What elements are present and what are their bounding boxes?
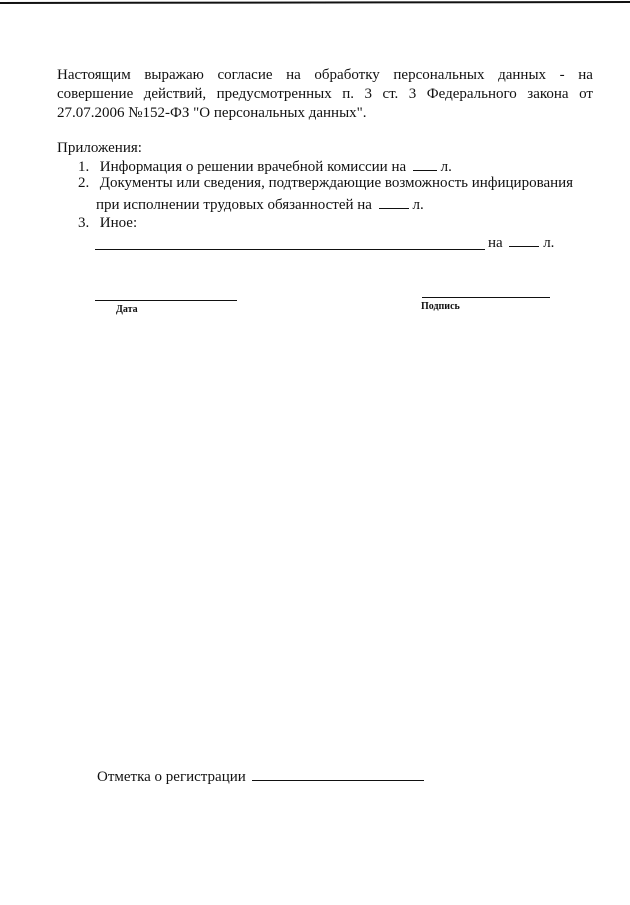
consent-word: персональных [393,67,485,83]
page-count-blank[interactable] [509,232,539,247]
attachments-title: Приложения: [57,140,142,156]
consent-word: 3 [408,86,417,102]
consent-word: обработку [314,67,380,83]
attachment-text: Иное: [99,215,138,231]
signature-label: Подпись [421,301,460,312]
other-page-count [488,232,554,252]
consent-word: - [559,67,565,83]
consent-word: п. [342,86,354,102]
attachment-text: Документы или сведения, подтверждающие возможность инфицирования [99,175,574,191]
attachment-suffix: л. [440,159,452,175]
consent-word: 3 [364,86,372,102]
consent-word: на [578,67,593,83]
date-label: Дата [116,304,138,315]
date-line[interactable] [95,300,237,301]
consent-word: действий, [143,86,207,102]
consent-word: от [579,86,593,102]
attachment-item-3 [78,215,137,232]
consent-word: согласие [217,67,273,83]
attachment-on-label: на [488,235,503,251]
attachment-suffix: л. [543,235,555,251]
attachment-text: Информация о решении врачебной комиссии на [99,159,407,175]
attachment-suffix: л. [412,197,424,213]
consent-line-3 [57,104,593,123]
consent-word: на [286,67,301,83]
consent-word: ст. [382,86,399,102]
consent-line-2 [57,85,593,104]
attachment-number: 3. [78,215,90,231]
attachment-number: 2. [78,175,90,191]
consent-word: данных [498,67,547,83]
consent-word: Федерального [426,86,517,102]
attachment-number: 1. [78,159,90,175]
attachment-text: при исполнении трудовых обязанностей на [96,197,372,213]
consent-word: закона [527,86,569,102]
registration-label: Отметка о регистрации [97,769,246,785]
page-count-blank[interactable] [413,156,437,171]
attachment-item-2-continuation [96,194,424,214]
consent-word: предусмотренных [216,86,332,102]
page-count-blank[interactable] [379,194,409,209]
attachment-item-2 [78,175,573,192]
consent-word: Настоящим [57,67,131,83]
consent-law-reference: 27.07.2006 №152-ФЗ "О персональных данных". [57,105,367,121]
consent-line-1 [57,66,593,85]
consent-word: совершение [57,86,134,102]
consent-paragraph [57,66,593,123]
consent-word: выражаю [144,67,204,83]
registration-mark [97,766,424,786]
attachment-item-1 [78,156,452,176]
registration-blank[interactable] [252,766,424,781]
other-description-blank[interactable] [95,231,485,250]
signature-line[interactable] [422,297,550,298]
scan-top-edge [0,0,630,6]
